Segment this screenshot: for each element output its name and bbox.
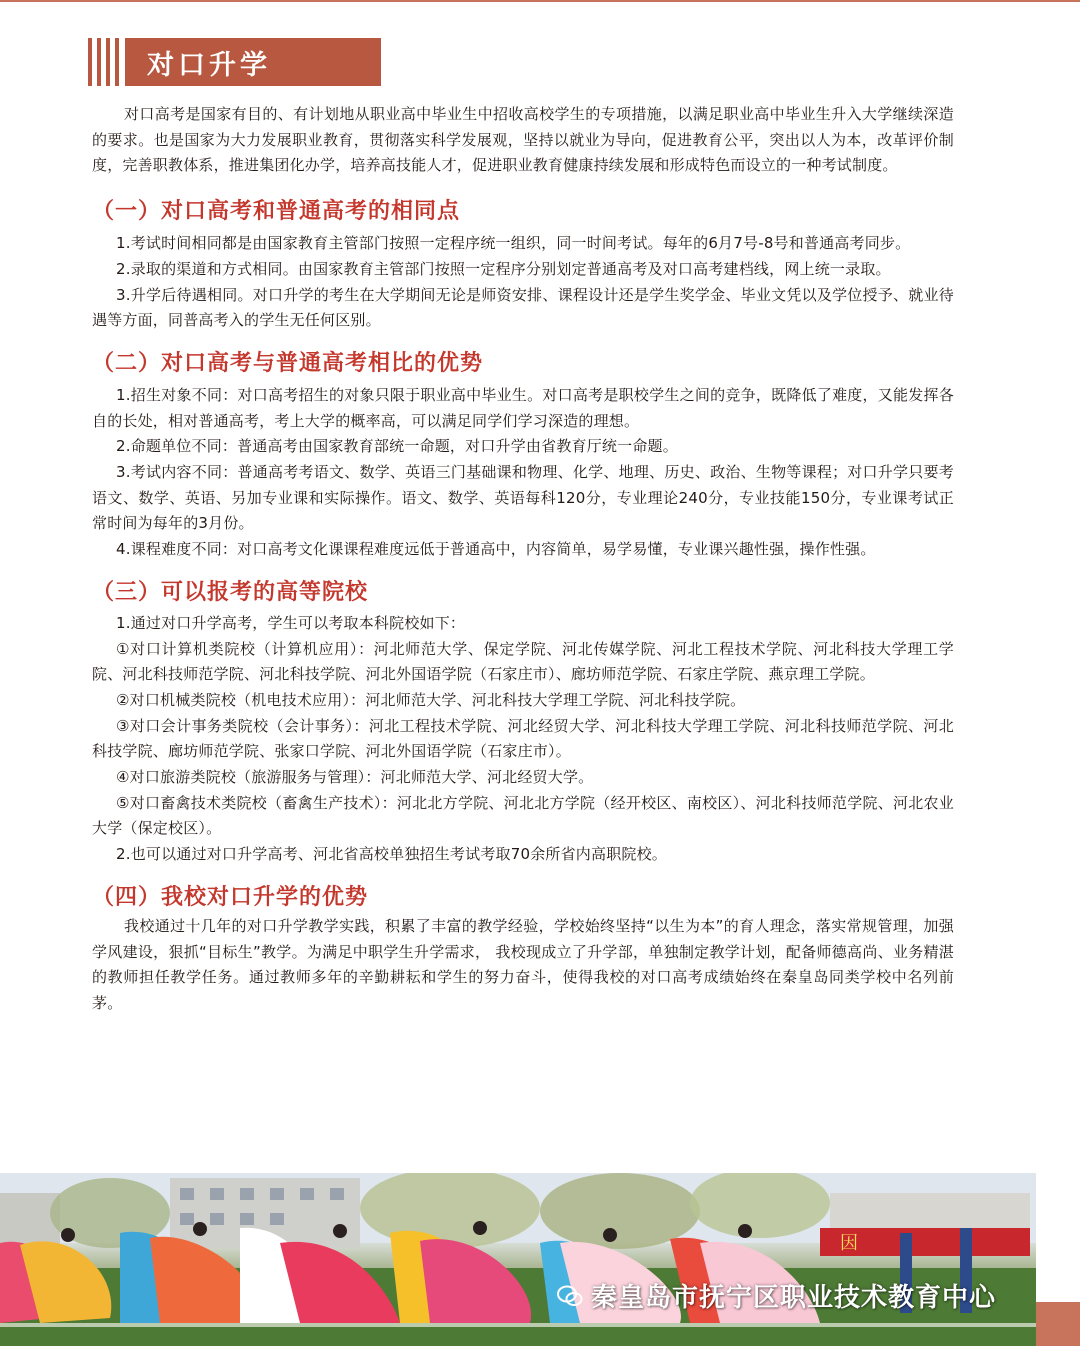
list-item: 1.考试时间相同都是由国家教育主管部门按照一定程序统一组织，同一时间考试。每年的6月7号-8号和普通高考同步。 [116, 234, 911, 253]
school-item: ⑤对口畜禽技术类院校（畜禽生产技术）：河北北方学院、河北北方学院（经开校区、南校区）、河北科技师范学院、河北农业大学（保定校区）。 [92, 793, 954, 838]
universities-tail: 2.也可以通过对口升学高考、河北省高校单独招生考试考取70余所省内高职院校。 [116, 845, 668, 864]
heading-advantages: （二）对口高考与普通高考相比的优势 [92, 349, 484, 376]
school-item: ①对口计算机类院校（计算机应用）：河北师范大学、保定学院、河北传媒学院、河北工程技术学院、河北科技大学理工学院、河北科技师范学院、河北科技学院、河北外国语学院（石家庄市）、廊坊师范学院、石家庄学院、燕京理工学院。 [92, 639, 954, 684]
school-advantages-paragraph: 我校通过十几年的对口升学教学实践，积累了丰富的教学经验，学校始终坚持“以生为本”的育人理念，落实常规管理，加强学风建设，狠抓“目标生”教学。为满足中职学生升学需求， 我校现成立了升学部，单独制定教学计划，配备师德高尚、业务精湛的教师担任教学任务。通过教师多年的辛勤耕耘和学生的努力奋斗，使得我校的对口高考成绩始终在秦皇岛同类学校中名列前茅。 [92, 916, 954, 1012]
watermark-text: 秦皇岛市抚宁区职业技术教育中心 [590, 1283, 996, 1313]
school-item: ②对口机械类院校（机电技术应用）：河北师范大学、河北科技大学理工学院、河北科技学院。 [116, 690, 746, 709]
header-stripes [88, 38, 119, 86]
intro-paragraph: 对口高考是国家有目的、有计划地从职业高中毕业生中招收高校学生的专项措施，以满足职业高中毕业生升入大学继续深造的要求。也是国家为大力发展职业教育，贯彻落实科学发展观，坚持以就业为导向，促进教育公平，突出以人为本，改革评价制度，完善职教体系，推进集团化办学，培养高技能人才，促进职业教育健康持续发展和形成特色而设立的一种考试制度。 [92, 105, 954, 175]
heading-school-advantages: （四）我校对口升学的优势 [92, 883, 369, 910]
top-rule [0, 0, 1080, 2]
list-item: 3.考试内容不同：普通高考考语文、数学、英语三门基础课和物理、化学、地理、历史、政治、生物等课程；对口升学只要考语文、数学、英语、另加专业课和实际操作。语文、数学、英语每科120分，专业理论240分，专业技能150分，专业课考试正常时间为每年的3月份。 [92, 463, 954, 533]
list-item: 4.课程难度不同：对口高考文化课课程难度远低于普通高中，内容简单，易学易懂，专业课兴趣性强，操作性强。 [116, 540, 876, 559]
corner-block [1036, 1302, 1080, 1346]
list-item: 3.升学后待遇相同。对口升学的考生在大学期间无论是师资安排、课程设计还是学生奖学金、毕业文凭以及学位授予、就业待遇等方面，同普高考入的学生无任何区别。 [92, 285, 954, 330]
heading-similarities: （一）对口高考和普通高考的相同点 [92, 198, 461, 225]
heading-universities: （三）可以报考的高等院校 [92, 578, 369, 605]
performance-photo [0, 1173, 1036, 1346]
list-item: 2.命题单位不同：普通高考由国家教育部统一命题，对口升学由省教育厅统一命题。 [116, 437, 678, 456]
school-item: ③对口会计事务类院校（会计事务）：河北工程技术学院、河北经贸大学、河北科技大学理工学院、河北科技师范学院、河北科技学院、廊坊师范学院、张家口学院、河北外国语学院（石家庄市）。 [92, 716, 954, 761]
list-item: 2.录取的渠道和方式相同。由国家教育主管部门按照一定程序分别划定普通高考及对口高考建档线，网上统一录取。 [116, 259, 891, 278]
school-item: ④对口旅游类院校（旅游服务与管理）：河北师范大学、河北经贸大学。 [116, 768, 594, 787]
banner-text: 因 [840, 1233, 858, 1254]
section-header [88, 38, 381, 86]
watermark [557, 1277, 996, 1314]
photo-illustration [0, 1173, 1036, 1346]
list-item: 1.招生对象不同：对口高考招生的对象只限于职业高中毕业生。对口高考是职校学生之间的竞争，既降低了难度，又能发挥各自的长处，相对普通高考，考上大学的概率高，可以满足同学们学习深造的理想。 [92, 385, 954, 430]
wechat-icon [557, 1283, 583, 1309]
section-title: 对口升学 [125, 38, 381, 86]
universities-lead: 1.通过对口升学高考，学生可以考取本科院校如下： [116, 613, 466, 632]
article-body [92, 102, 954, 1017]
